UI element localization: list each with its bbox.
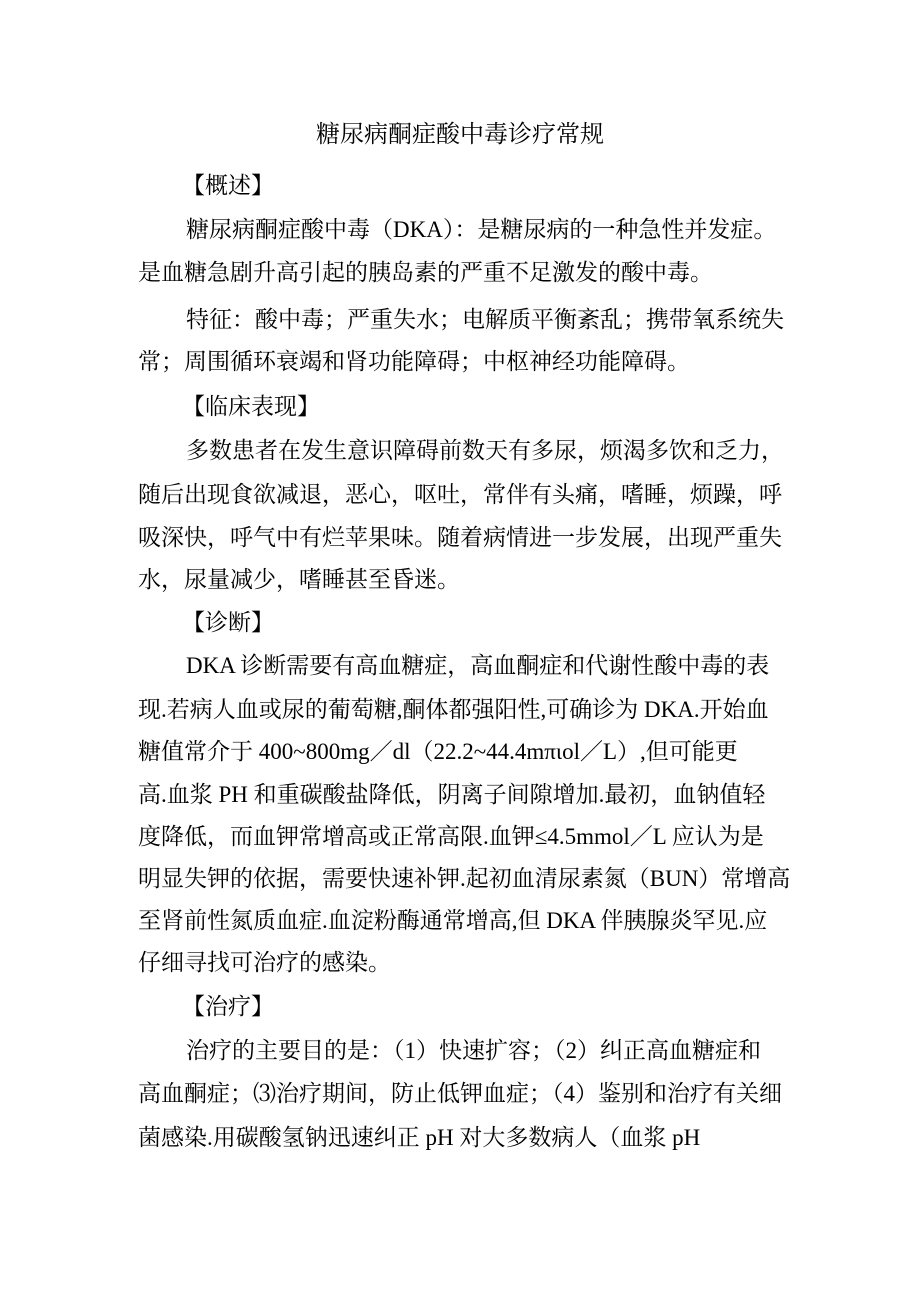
paragraph-line: 度降低，而血钾常增高或正常高限.血钾≤4.5mmol／L 应认为是 <box>138 824 764 849</box>
paragraph-line: 菌感染.用碳酸氢钠迅速纠正 pH 对大多数病人（血浆 pH <box>138 1125 701 1150</box>
paragraph-line: 是血糖急剧升高引起的胰岛素的严重不足激发的酸中毒。 <box>138 260 713 285</box>
paragraph-line: 高血酮症；⑶治疗期间，防止低钾血症；（4）鉴别和治疗有关细 <box>138 1081 782 1106</box>
paragraph-line: 多数患者在发生意识障碍前数天有多尿，烦渴多饮和乏力， <box>186 438 784 463</box>
paragraph-line: 至肾前性氮质血症.血淀粉酶通常增高,但 DKA 伴胰腺炎罕见.应 <box>138 908 768 933</box>
paragraph-line: 随后出现食欲减退，恶心，呕吐，常伴有头痛，嗜睡，烦躁，呼 <box>138 482 782 507</box>
document-title: 糖尿病酮症酸中毒诊疗常规 <box>316 122 604 148</box>
section-heading: 【临床表现】 <box>182 394 320 419</box>
paragraph-line: 仔细寻找可治疗的感染。 <box>138 950 391 975</box>
section-heading: 【诊断】 <box>182 610 274 635</box>
paragraph-line: 水，尿量减少，嗜睡甚至昏迷。 <box>138 567 460 592</box>
paragraph-line: 吸深快，呼气中有烂苹果味。随着病情进一步发展，出现严重失 <box>138 525 782 550</box>
paragraph-line: 常；周围循环衰竭和肾功能障碍；中枢神经功能障碍。 <box>138 349 690 374</box>
paragraph-line: 糖值常介于 400~800mg／dl（22.2~44.4mπιol／L）,但可能更 <box>138 739 738 764</box>
paragraph-line: 现.若病人血或尿的葡萄糖,酮体都强阳性,可确诊为 DKA.开始血 <box>138 697 769 722</box>
paragraph-line: 糖尿病酮症酸中毒（DKA）：是糖尿病的一种急性并发症。 <box>186 217 777 242</box>
section-heading: 【概述】 <box>182 173 274 198</box>
paragraph-line: 明显失钾的依据，需要快速补钾.起初血清尿素氮（BUN）常增高 <box>138 866 791 891</box>
paragraph-line: DKA 诊断需要有高血糖症，高血酮症和代谢性酸中毒的表 <box>186 653 770 678</box>
section-heading: 【治疗】 <box>182 994 274 1019</box>
paragraph-line: 高.血浆 PH 和重碳酸盐降低，阴离子间隙增加.最初，血钠值轻 <box>138 782 766 807</box>
paragraph-line: 特征：酸中毒；严重失水；电解质平衡紊乱；携带氧系统失 <box>186 307 784 332</box>
paragraph-line: 治疗的主要目的是：（1）快速扩容；（2）纠正高血糖症和 <box>186 1038 761 1063</box>
